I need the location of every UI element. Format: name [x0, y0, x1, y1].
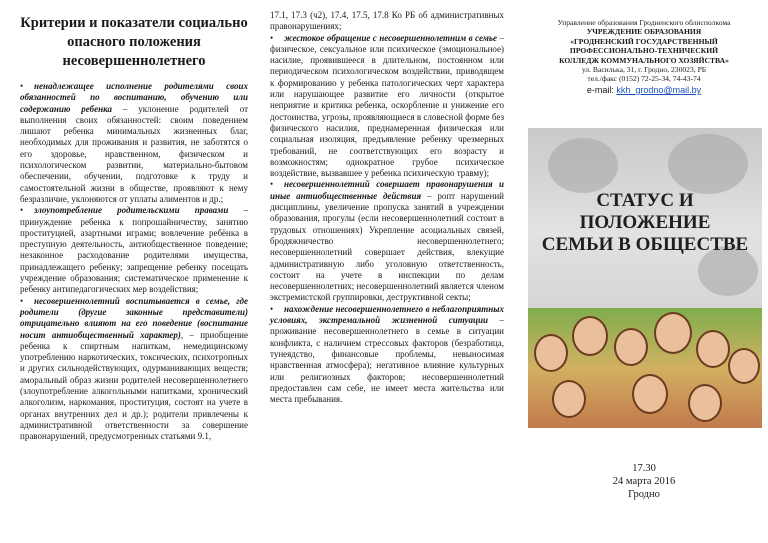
child-face-icon [688, 384, 722, 422]
bullet-icon: • [270, 179, 274, 190]
child-face-icon [728, 348, 760, 384]
address: ул. Василька, 31, г. Гродно, 230023, РБ [581, 65, 707, 75]
org-line-1: Управление образования Гродненского облисполкома [557, 18, 731, 27]
child-face-icon [552, 380, 586, 418]
bullet-icon: • [270, 303, 274, 314]
child-face-icon [696, 330, 730, 368]
criterion-4: • жестокое обращение с несовершеннолетним в семье – физическое, сексуальное или психическое (эмоциональное) насилие, проявившееся в длительном, постоянном или периодическом психологическом воздействии, приводящем к формированию у ребенка патологических черт характера или нарушающее развитие его личности (открытое неприятие и критика ребенка, оскорбление и унижение его достоинства, угрозы, проявляющиеся в словесной форме без физического насилия, преднамеренная физическая или социальная изоляция, предъявление ребенку чрезмерных требований, не соответствующих его возрасту и возможностям; однократное грубое психическое воздействие, вызвавшее у ребенка психическую травму); [270, 32, 504, 179]
flower-pot-decor [548, 138, 618, 193]
org-line-4: ПРОФЕССИОНАЛЬНО-ТЕХНИЧЕСКИЙ [569, 46, 719, 56]
child-face-icon [614, 328, 648, 366]
org-line-3: «ГРОДНЕНСКИЙ ГОСУДАРСТВЕННЫЙ [570, 36, 718, 46]
brochure-title: СТАТУС И ПОЛОЖЕНИЕ СЕМЬИ В ОБЩЕСТВЕ [541, 190, 749, 255]
event-date: 24 марта 2016 [612, 476, 676, 487]
criterion-3: • несовершеннолетний воспитывается в семье, где родители (другие законные представители) отрицательно влияют на его поведение (воспитание носит антиобщественный характер), – приобщение ребенка к спиртным напиткам, немедицинскому употреблению наркотических, токсических, психотропных и других сильнодействующих, одурманивающих веществ; аморальный образ жизни родителей несовершеннолетнего (злоупотребление алкогольными напитками, хронический алкоголизм, наркомания, проституция, состоят на учете в органах внутренних дел и др.); родители привлечены к административной ответственности за совершение правонарушений, предусмотренных статьями 9.1, [20, 295, 248, 442]
criterion-5: • несовершеннолетний совершает правонарушения и иные антиобщественные действия – ропт нарушений дисциплины, увеличение пропуска занятий в учреждении образования, прогулы (если несовершеннолетний состоит в трудовых отношениях) Укрепление асоциальных связей, бродяжничество несовершеннолетнего; несовершеннолетний совершает действия, влекущие административную либо уголовную ответственность, состоит на учете в инспекции по делам несовершеннолетних; несовершеннолетний является членом экстремистской группировки, деструктивной секты; [270, 179, 504, 303]
email-line: e-mail: kkh_grodno@mail.by [586, 84, 702, 95]
org-line-2: УЧРЕЖДЕНИЕ ОБРАЗОВАНИЯ [586, 27, 702, 37]
institution-header [520, 18, 768, 95]
event-info [520, 462, 768, 501]
bullet-icon: • [20, 205, 24, 216]
email-link[interactable]: kkh_grodno@mail.by [616, 84, 702, 95]
criteria-title: Критерии и показатели социально опасного положения несовершеннолетнего [20, 15, 248, 69]
child-face-icon [632, 374, 668, 414]
event-time: 17.30 [632, 463, 656, 474]
bullet-icon: • [270, 32, 274, 43]
event-city: Гродно [628, 489, 660, 500]
child-face-icon [534, 334, 568, 372]
criteria-column [0, 0, 258, 543]
criterion-2: • злоупотребление родительскими правами – принуждение ребенка к попрошайничеству, занятию проституцией, азартными играми; вовлечение ребёнка в преступную деятельность, антиобщественное поведение; незаконное расходование родителями имущества, принадлежащего ребенку; запрещение ребенку посещать учреждение образования; систематическое применение к ребенку антипедагогических мер воздействия; [20, 205, 248, 295]
children-group-image [528, 308, 762, 428]
cover-column [520, 0, 768, 543]
phone: тел./факс (0152) 72-25-34, 74-43-74 [587, 74, 701, 84]
criteria-continued-column [262, 0, 512, 543]
org-line-5: КОЛЛЕДЖ КОММУНАЛЬНОГО ХОЗЯЙСТВА» [559, 55, 729, 65]
child-face-icon [572, 316, 608, 356]
criterion-1: • ненадлежащее исполнение родителями своих обязанностей по воспитанию, обучению или содержанию ребенка – уклонение родителей от выполнения своих обязанностей: своим поведением лишают ребенка минимальных жизненных благ, необходимых для проживания и развития, не заботятся о его здоровье, нравственном, физическом и психологическом развитии, материально-бытовом обеспечении, обучении, подготовке к труду и самостоятельной жизни в обществе, проявляют к нему безразличие, уклоняются от уплаты алиментов и др.; [20, 81, 249, 204]
criterion-3-continued: 17.1, 17.3 (ч2), 17.4, 17.5, 17.8 Ко РБ об административных правонарушениях; [270, 10, 504, 32]
criterion-6: • нахождение несовершеннолетнего в неблагоприятных условиях, экстремальной жизненной ситуации – проживание несовершеннолетнего в семье в ситуации конфликта, с наличием стрессовых факторов (безработица, тунеядство, финансовые проблемы, невыносимая нравственная атмосфера); негативное влияние культурных или религиозных факторов; несовершеннолетний предоставлен сам себе, не имеет места жительства или места пребывания. [270, 303, 504, 405]
cover-illustration [528, 128, 762, 428]
flower-pot-decor [668, 134, 748, 194]
bullet-icon: • [20, 81, 24, 91]
child-face-icon [654, 312, 692, 354]
bullet-icon: • [20, 295, 24, 306]
